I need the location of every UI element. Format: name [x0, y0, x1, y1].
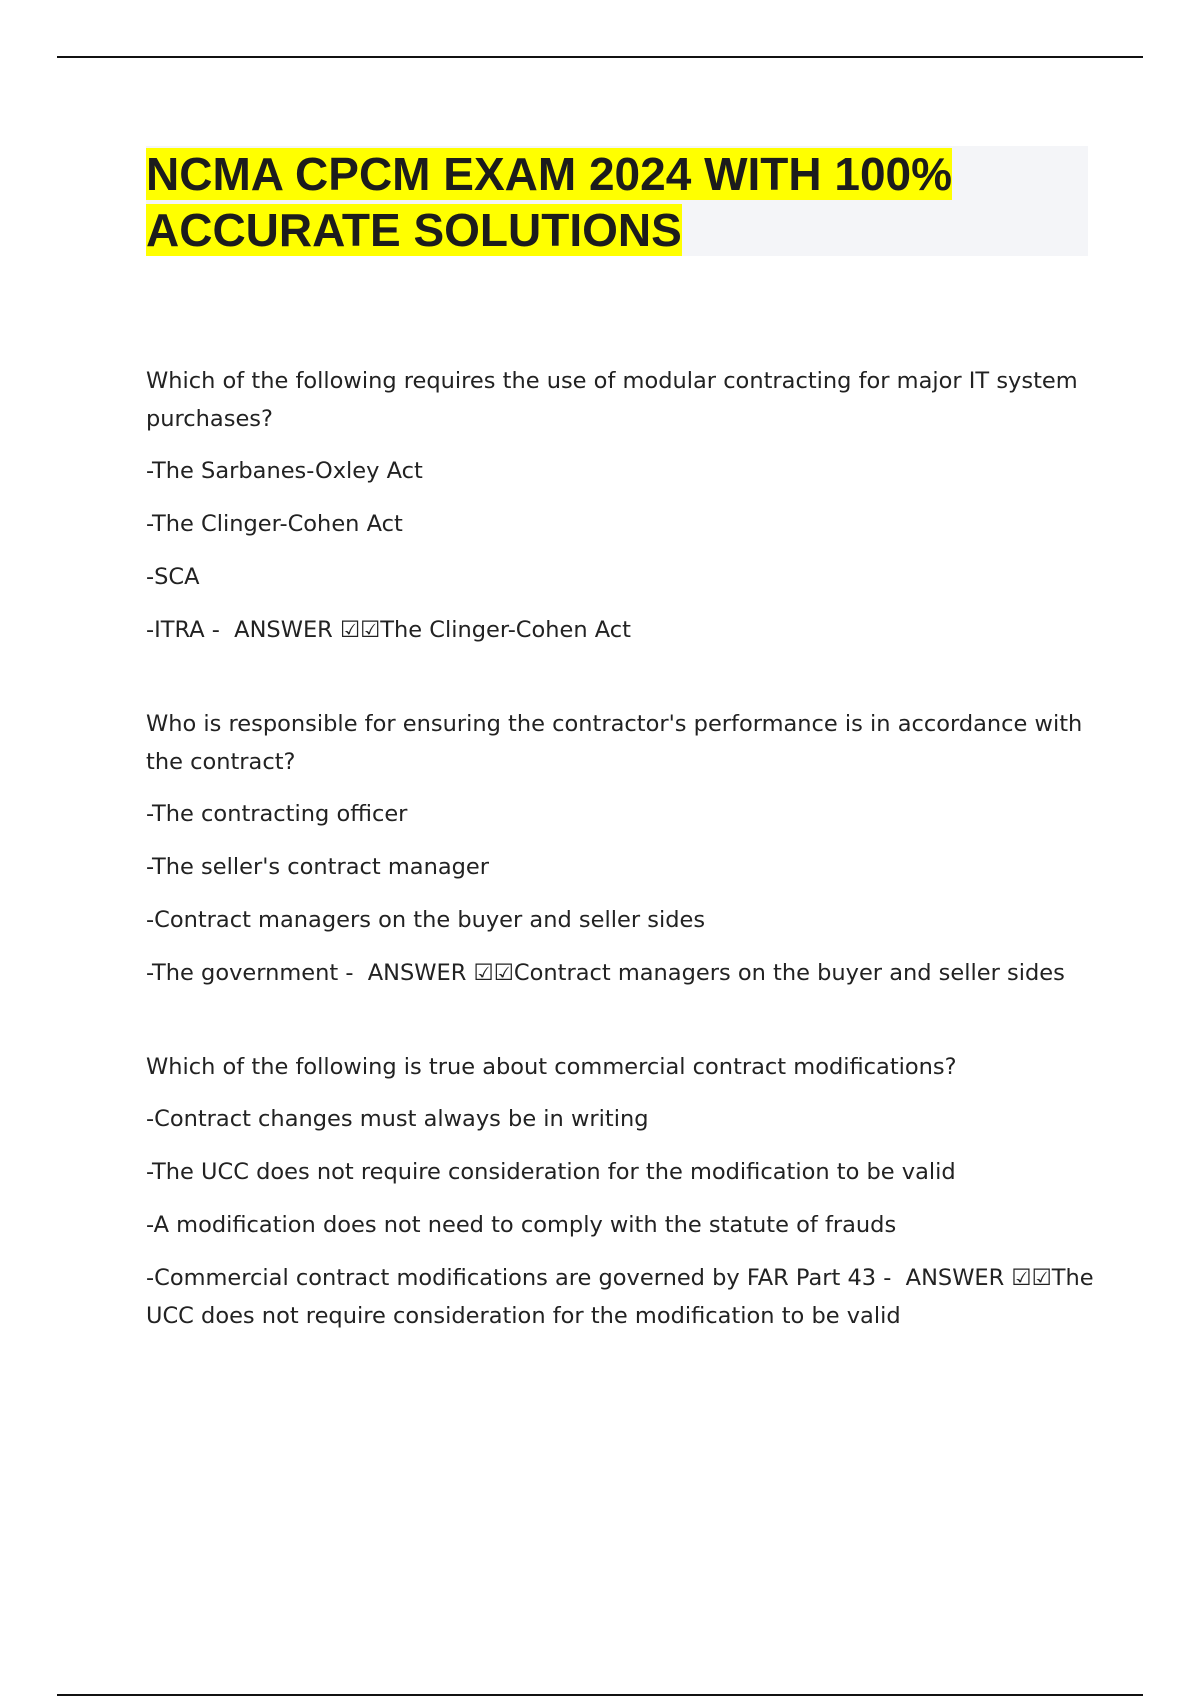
answer-line: -Commercial contract modifications are governed by FAR Part 43 - ANSWER ☑☑The UCC does not require consideration for the modification to be valid — [146, 1265, 1101, 1329]
answer-option: -SCA — [146, 564, 200, 590]
title-line-1: NCMA CPCM EXAM 2024 WITH 100% — [146, 148, 953, 200]
title-block — [146, 146, 1088, 256]
question-block-3 — [146, 1048, 1101, 1335]
answer-option: -The UCC does not require consideration for the modification to be valid — [146, 1159, 956, 1185]
question-block-1 — [146, 362, 1096, 649]
answer-line: -ITRA - ANSWER ☑☑The Clinger-Cohen Act — [146, 617, 631, 643]
answer-option: -The contracting officer — [146, 801, 408, 827]
question-text: Who is responsible for ensuring the contractor's performance is in accordance with the contract? — [146, 711, 1090, 775]
page-title — [146, 146, 1088, 258]
answer-option: -The seller's contract manager — [146, 854, 490, 880]
answer-option: -A modification does not need to comply with the statute of frauds — [146, 1212, 897, 1238]
answer-option: -Contract changes must always be in writing — [146, 1106, 649, 1132]
title-line-2: ACCURATE SOLUTIONS — [146, 204, 682, 256]
question-block-2 — [146, 705, 1096, 992]
answer-option: -The Clinger-Cohen Act — [146, 511, 403, 537]
answer-line: -The government - ANSWER ☑☑Contract managers on the buyer and seller sides — [146, 960, 1065, 986]
header-rule — [57, 56, 1143, 58]
footer-rule — [57, 1694, 1143, 1696]
question-text: Which of the following requires the use of modular contracting for major IT system purchases? — [146, 368, 1085, 432]
question-text: Which of the following is true about commercial contract modifications? — [146, 1054, 957, 1080]
answer-option: -Contract managers on the buyer and seller sides — [146, 907, 706, 933]
document-body — [146, 362, 1101, 1335]
answer-option: -The Sarbanes-Oxley Act — [146, 458, 423, 484]
